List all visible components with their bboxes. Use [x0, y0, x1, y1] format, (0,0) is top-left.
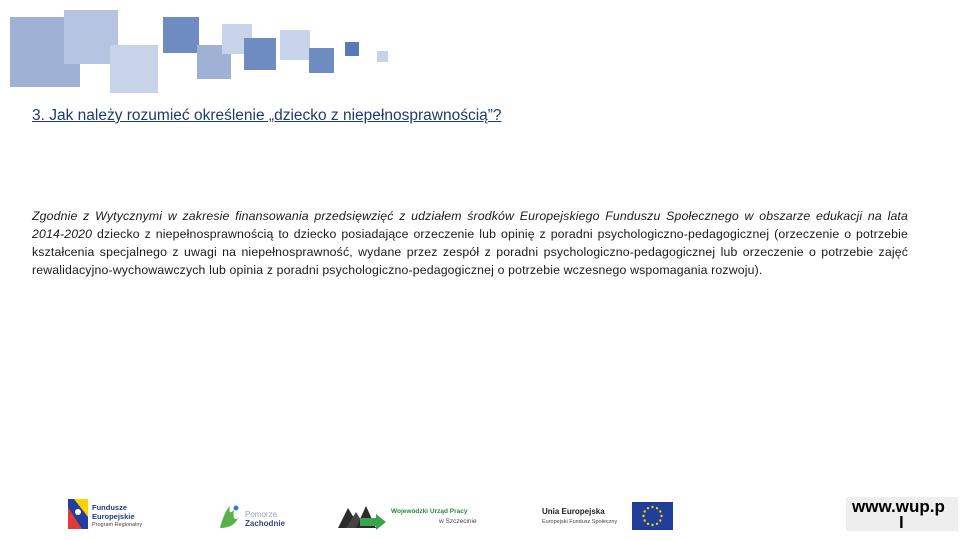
wup-logo-icon: [338, 502, 388, 530]
deco-square: [280, 30, 310, 60]
unia-europejska-text: [542, 506, 617, 528]
deco-square: [110, 45, 158, 93]
ue-line1: Unia Europejska: [542, 507, 605, 516]
wup-line1: Wojewódzki Urząd Pracy: [391, 508, 468, 515]
fe-line2: Europejskie: [92, 512, 135, 521]
ue-line2: Europejski Fundusz Społeczny: [542, 519, 618, 525]
fundusze-europejskie-logo: [66, 497, 90, 531]
pz-line1: Pomorze: [245, 510, 278, 519]
deco-square: [377, 51, 388, 62]
eu-flag-icon: [632, 502, 673, 530]
deco-square: [309, 48, 334, 73]
wup-line2: w Szczecinie: [439, 518, 477, 525]
website-url[interactable]: www.wup.p: [852, 497, 945, 516]
slide-body: [32, 207, 908, 279]
pomorze-zachodnie-text: [245, 510, 285, 528]
deco-square: [345, 42, 359, 56]
fe-line3: Program Regionalny: [92, 522, 143, 528]
website-url-cont[interactable]: l: [899, 513, 904, 532]
body-italic-text: Zgodnie z Wytycznymi w zakresie finansowania przedsięwzięć z udziałem środków Europejskiego Funduszu Społecznego w obszarze edukacji na lata 2014-2020: [32, 209, 908, 241]
wup-text: [391, 507, 477, 527]
pz-line2: Zachodnie: [245, 519, 286, 528]
slide-title: 3. Jak należy rozumieć określenie „dziecko z niepełnosprawnością”?: [32, 107, 502, 124]
deco-square: [244, 38, 276, 70]
fundusze-europejskie-text: [92, 503, 142, 530]
pomorze-zachodnie-icon: [216, 502, 242, 530]
body-text: dziecko z niepełnosprawnością to dziecko posiadające orzeczenie lub opinię z poradni psychologiczno-pedagogicznej (orzeczenie o potrzebie kształcenia specjalnego z uwagi na niepełnosprawność, wydane przez zespół z poradni psychologiczno-pedagogicznej lub orzeczenie o potrzebie zajęć rewalidacyjno-wychowawczych lub opinia z poradni psychologiczno-pedagogicznej o potrzebie wczesnego wspomagania rozwoju).: [32, 227, 908, 277]
deco-square: [163, 17, 199, 53]
fe-line1: Fundusze: [92, 503, 127, 512]
